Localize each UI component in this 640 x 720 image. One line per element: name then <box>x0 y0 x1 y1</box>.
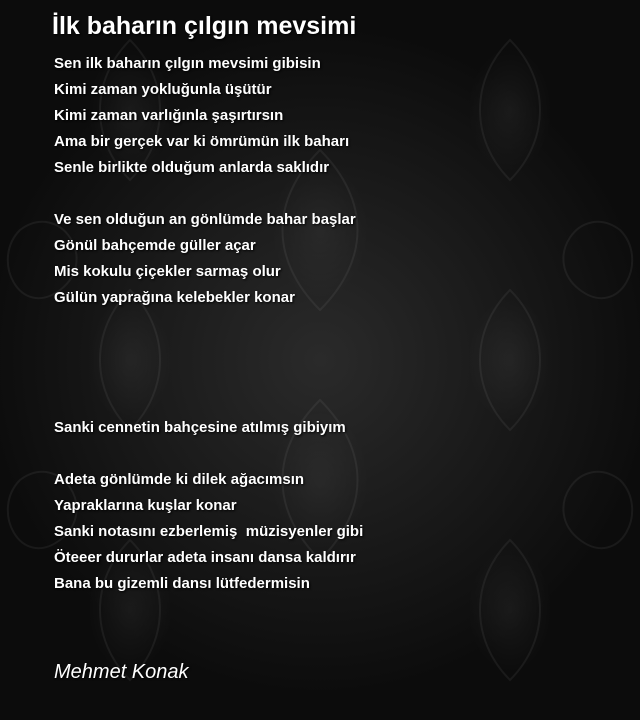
poem-line <box>54 363 614 389</box>
poem-line <box>54 311 614 337</box>
poem-line: Gönül bahçemde güller açar <box>54 237 256 254</box>
poem-title: İlk baharın çılgın mevsimi <box>52 12 357 40</box>
poem-line: Adeta gönlümde ki dilek ağacımsın <box>54 471 305 488</box>
poem-line <box>54 337 614 363</box>
poem-line: Senle birlikte olduğum anlarda saklıdır <box>54 159 330 176</box>
poem-line: Gülün yaprağına kelebekler konar <box>54 289 295 306</box>
poem-line <box>54 181 614 207</box>
poem-line: Ve sen olduğun an gönlümde bahar başlar <box>54 211 356 228</box>
poem-line: Sen ilk baharın çılgın mevsimi gibisin <box>54 55 321 72</box>
poem-line <box>54 441 614 467</box>
poem-body <box>54 51 614 597</box>
poem-line: Kimi zaman varlığınla şaşırtırsın <box>54 107 284 124</box>
poem-line: Sanki notasını ezberlemiş müzisyenler gibi <box>54 523 364 540</box>
poem-author: Mehmet Konak <box>54 661 189 683</box>
poem-line <box>54 389 614 415</box>
poem-line: Mis kokulu çiçekler sarmaş olur <box>54 263 281 280</box>
poem-line: Ama bir gerçek var ki ömrümün ilk baharı <box>54 133 350 150</box>
poem-line: Kimi zaman yokluğunla üşütür <box>54 81 272 98</box>
poem-line: Öteeer dururlar adeta insanı dansa kaldırır <box>54 549 356 566</box>
poem-line: Sanki cennetin bahçesine atılmış gibiyım <box>54 419 346 436</box>
poem-line: Bana bu gizemli dansı lütfedermisin <box>54 575 310 592</box>
poem-line: Yapraklarına kuşlar konar <box>54 497 237 514</box>
